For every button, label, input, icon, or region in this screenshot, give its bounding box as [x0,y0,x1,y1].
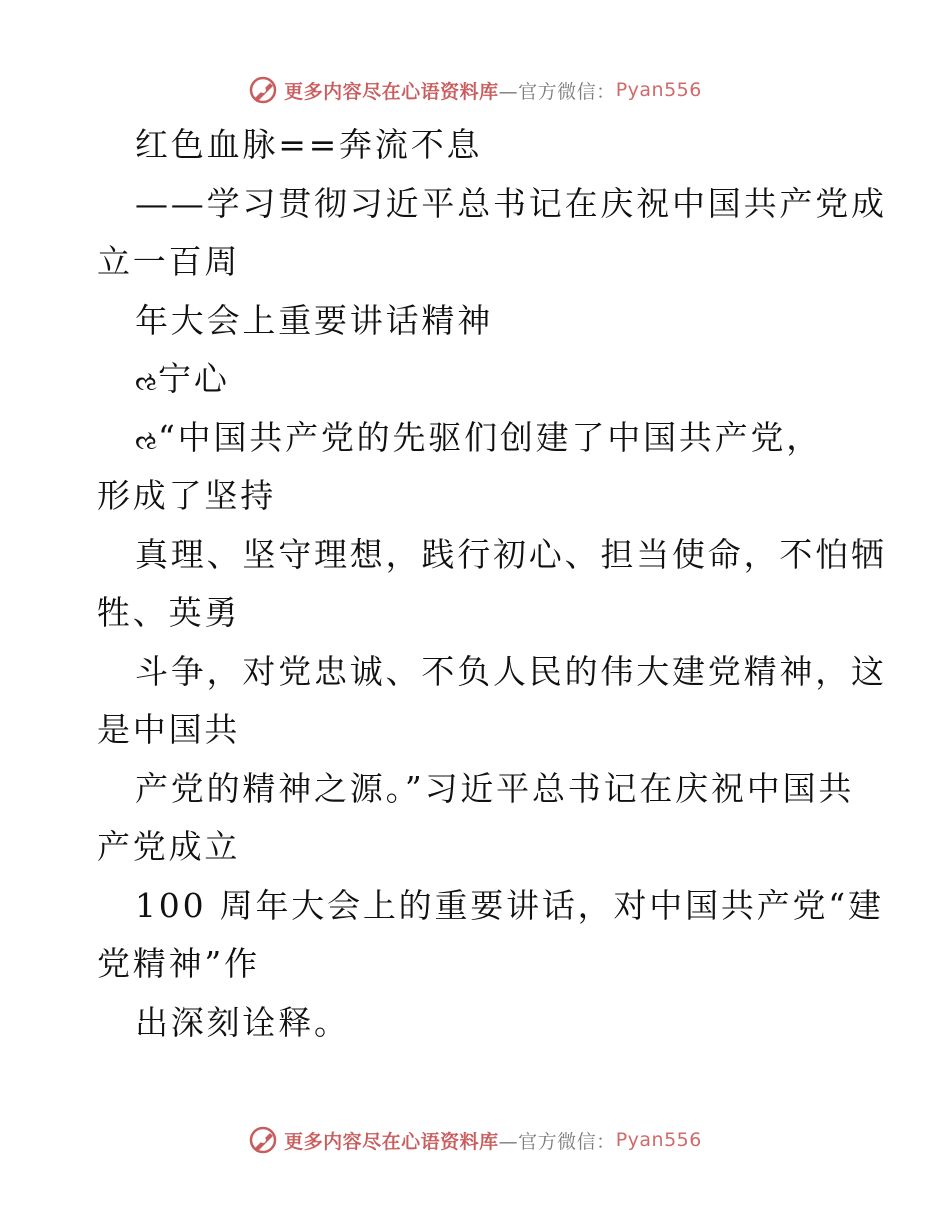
doc-paragraph-line: 形成了坚持 [97,476,276,515]
watermark-wechat-id: Pyan556 [615,79,702,101]
doc-paragraph-line: 牲、英勇 [97,593,241,632]
doc-subtitle-line: 年大会上重要讲话精神 [135,300,493,340]
doc-paragraph-text: “中国共产党的先驱们创建了中国共产党， [158,417,823,457]
document-body [97,116,887,1052]
header-watermark [0,70,950,110]
pen-logo-icon [248,1125,278,1155]
doc-author: 宁心 [158,359,230,398]
watermark-brand: 更多内容尽在心语资料库 [284,1130,499,1153]
doc-paragraph-line: 党精神”作 [97,944,260,983]
watermark-wechat-id: Pyan556 [615,1129,702,1151]
watermark-label: —官方微信： [498,1130,616,1153]
doc-paragraph-line: 产党成立 [97,827,241,866]
doc-author-line [97,350,857,409]
ornament-icon: ઌ [135,367,159,397]
pen-logo-icon [248,75,278,105]
doc-subtitle-line: 立一百周 [97,242,241,281]
watermark-label: —官方微信： [498,80,616,103]
watermark-brand: 更多内容尽在心语资料库 [284,80,499,103]
doc-paragraph-line: 真理、坚守理想，践行初心、担当使命，不怕牺 [135,534,887,574]
doc-paragraph-line: 斗争，对党忠诚、不负人民的伟大建党精神，这 [135,651,887,691]
doc-title: 红色血脉==奔流不息 [135,125,483,164]
ornament-icon: ઌ [135,425,159,456]
doc-paragraph-line: 出深刻诠释。 [135,1002,350,1042]
doc-subtitle-line: ——学习贯彻习近平总书记在庆祝中国共产党成 [135,183,887,223]
doc-paragraph-line [97,409,857,468]
footer-watermark [0,1120,950,1160]
doc-paragraph-line: 100 周年大会上的重要讲话，对中国共产党“建 [135,885,884,925]
doc-paragraph-line: 是中国共 [97,710,241,749]
doc-paragraph-line: 产党的精神之源。”习近平总书记在庆祝中国共 [135,768,855,808]
